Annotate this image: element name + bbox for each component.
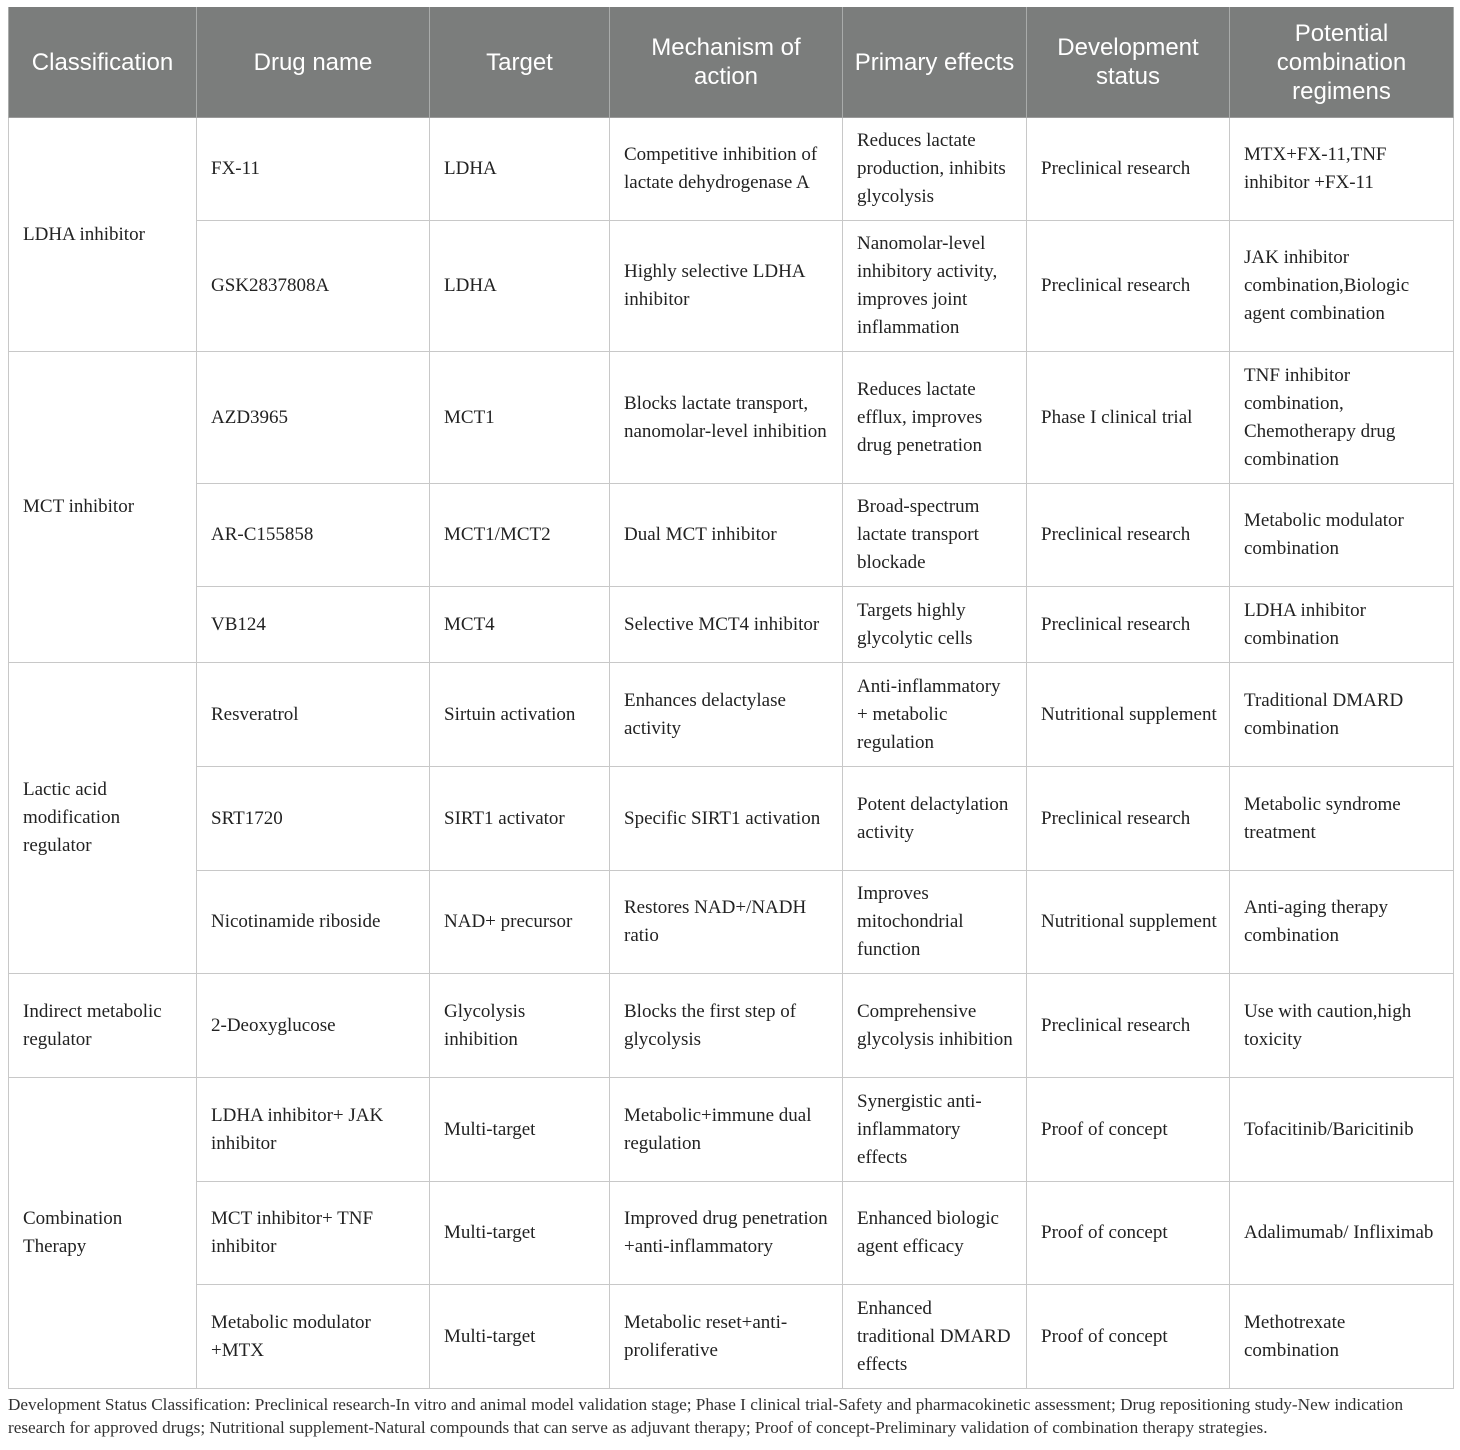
status-cell: Nutritional supplement [1027,663,1230,767]
table-row [9,1285,1454,1389]
mechanism-cell: Blocks lactate transport, nanomolar-level inhibition [610,352,843,484]
target-cell: MCT1 [430,352,610,484]
combination-cell: LDHA inhibitor combination [1230,587,1454,663]
classification-cell: Lactic acid modification regulator [9,663,197,974]
combination-cell: JAK inhibitor combination,Biologic agent combination [1230,221,1454,352]
status-cell: Proof of concept [1027,1078,1230,1182]
status-cell: Preclinical research [1027,767,1230,871]
combination-cell: TNF inhibitor combination, Chemotherapy drug combination [1230,352,1454,484]
header-combination-regimens: Potential combination regimens [1230,7,1454,118]
status-cell: Proof of concept [1027,1285,1230,1389]
combination-cell: Anti-aging therapy combination [1230,871,1454,974]
effects-cell: Anti-inflammatory + metabolic regulation [843,663,1027,767]
table-row [9,974,1454,1078]
effects-cell: Improves mitochondrial function [843,871,1027,974]
mechanism-cell: Enhances delactylase activity [610,663,843,767]
target-cell: LDHA [430,221,610,352]
target-cell: Multi-target [430,1285,610,1389]
drug-name-cell: AZD3965 [197,352,430,484]
target-cell: Multi-target [430,1078,610,1182]
mechanism-cell: Selective MCT4 inhibitor [610,587,843,663]
table-row [9,587,1454,663]
mechanism-cell: Metabolic+immune dual regulation [610,1078,843,1182]
table-row [9,871,1454,974]
table-row [9,1182,1454,1285]
target-cell: Glycolysis inhibition [430,974,610,1078]
table-row [9,221,1454,352]
status-cell: Preclinical research [1027,587,1230,663]
combination-cell: MTX+FX-11,TNF inhibitor +FX-11 [1230,118,1454,221]
mechanism-cell: Competitive inhibition of lactate dehydrogenase A [610,118,843,221]
status-cell: Preclinical research [1027,974,1230,1078]
combination-cell: Metabolic modulator combination [1230,484,1454,587]
mechanism-cell: Highly selective LDHA inhibitor [610,221,843,352]
drug-name-cell: VB124 [197,587,430,663]
combination-cell: Traditional DMARD combination [1230,663,1454,767]
mechanism-cell: Blocks the first step of glycolysis [610,974,843,1078]
status-cell: Nutritional supplement [1027,871,1230,974]
drug-name-cell: FX-11 [197,118,430,221]
drug-table [8,7,1454,1389]
mechanism-cell: Restores NAD+/NADH ratio [610,871,843,974]
effects-cell: Enhanced biologic agent efficacy [843,1182,1027,1285]
table-row [9,352,1454,484]
header-development-status: Development status [1027,7,1230,118]
status-cell: Phase I clinical trial [1027,352,1230,484]
combination-cell: Use with caution,high toxicity [1230,974,1454,1078]
target-cell: SIRT1 activator [430,767,610,871]
status-cell: Preclinical research [1027,221,1230,352]
combination-cell: Adalimumab/ Infliximab [1230,1182,1454,1285]
classification-cell: MCT inhibitor [9,352,197,663]
effects-cell: Potent delactylation activity [843,767,1027,871]
drug-name-cell: 2-Deoxyglucose [197,974,430,1078]
table-footnote: Development Status Classification: Preclinical research-In vitro and animal model validation stage; Phase I clinical trial-Safety and pharmacokinetic assessment; Drug repositioning study-New indication research for approved drugs; Nutritional supplement-Natural compounds that can serve as adjuvant therapy; Proof of concept-Preliminary validation of combination therapy strategies. [8,1395,1404,1437]
table-row [9,663,1454,767]
drug-name-cell: Metabolic modulator +MTX [197,1285,430,1389]
classification-cell: Combination Therapy [9,1078,197,1389]
table-row [9,767,1454,871]
target-cell: LDHA [430,118,610,221]
mechanism-cell: Specific SIRT1 activation [610,767,843,871]
combination-cell: Tofacitinib/Baricitinib [1230,1078,1454,1182]
header-classification: Classification [9,7,197,118]
mechanism-cell: Metabolic reset+anti-proliferative [610,1285,843,1389]
table-row [9,1078,1454,1182]
mechanism-cell: Dual MCT inhibitor [610,484,843,587]
combination-cell: Methotrexate combination [1230,1285,1454,1389]
drug-name-cell: AR-C155858 [197,484,430,587]
effects-cell: Enhanced traditional DMARD effects [843,1285,1027,1389]
header-mechanism: Mechanism of action [610,7,843,118]
effects-cell: Reduces lactate production, inhibits glycolysis [843,118,1027,221]
target-cell: Multi-target [430,1182,610,1285]
drug-name-cell: LDHA inhibitor+ JAK inhibitor [197,1078,430,1182]
drug-name-cell: MCT inhibitor+ TNF inhibitor [197,1182,430,1285]
classification-cell: Indirect metabolic regulator [9,974,197,1078]
drug-name-cell: SRT1720 [197,767,430,871]
status-cell: Preclinical research [1027,118,1230,221]
drug-name-cell: GSK2837808A [197,221,430,352]
table-container [8,7,1453,1389]
drug-name-cell: Resveratrol [197,663,430,767]
header-target: Target [430,7,610,118]
target-cell: MCT1/MCT2 [430,484,610,587]
effects-cell: Comprehensive glycolysis inhibition [843,974,1027,1078]
table-row [9,484,1454,587]
effects-cell: Nanomolar-level inhibitory activity, improves joint inflammation [843,221,1027,352]
effects-cell: Synergistic anti-inflammatory effects [843,1078,1027,1182]
classification-cell: LDHA inhibitor [9,118,197,352]
target-cell: NAD+ precursor [430,871,610,974]
mechanism-cell: Improved drug penetration +anti-inflammatory [610,1182,843,1285]
effects-cell: Reduces lactate efflux, improves drug penetration [843,352,1027,484]
target-cell: Sirtuin activation [430,663,610,767]
status-cell: Preclinical research [1027,484,1230,587]
effects-cell: Targets highly glycolytic cells [843,587,1027,663]
header-drug-name: Drug name [197,7,430,118]
header-primary-effects: Primary effects [843,7,1027,118]
header-row [9,7,1454,118]
target-cell: MCT4 [430,587,610,663]
table-row [9,118,1454,221]
drug-name-cell: Nicotinamide riboside [197,871,430,974]
combination-cell: Metabolic syndrome treatment [1230,767,1454,871]
effects-cell: Broad-spectrum lactate transport blockade [843,484,1027,587]
status-cell: Proof of concept [1027,1182,1230,1285]
